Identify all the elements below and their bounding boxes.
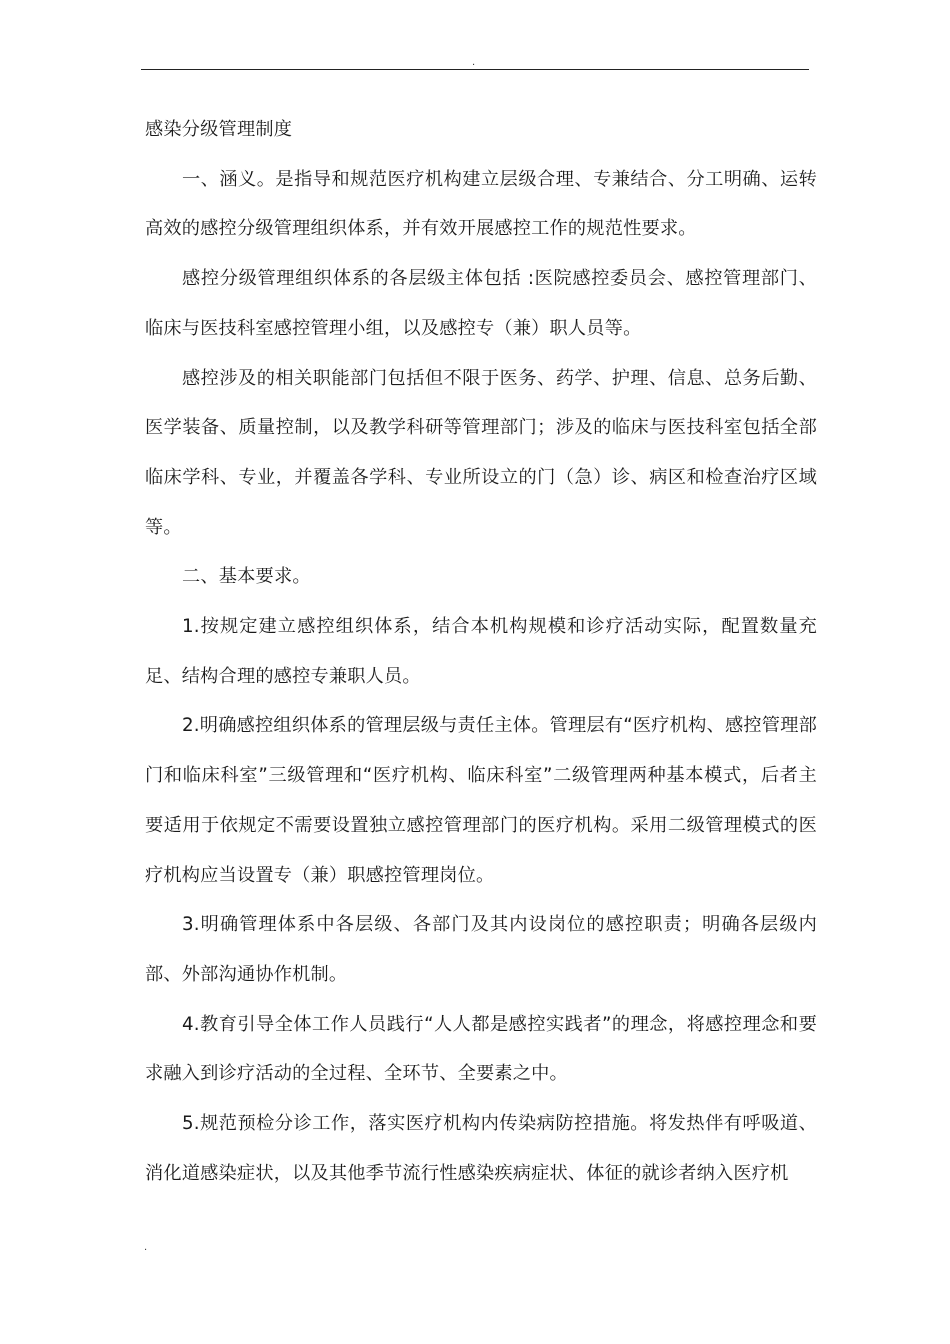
paragraph-definition: 一、涵义。是指导和规范医疗机构建立层级合理、专兼结合、分工明确、运转高效的感控分级管理组织体系，并有效开展感控工作的规范性要求。 (145, 168, 817, 240)
header-rule (141, 69, 809, 70)
paragraph-related-departments: 感控涉及的相关职能部门包括但不限于医务、药学、护理、信息、总务后勤、医学装备、质量控制，以及教学科研等管理部门；涉及的临床与医技科室包括全部临床学科、专业，并覆盖各学科、专业所设立的门（急）诊、病区和检查治疗区域等。 (145, 367, 817, 538)
requirement-item-5: 5.规范预检分诊工作，落实医疗机构内传染病防控措施。将发热伴有呼吸道、消化道感染症状，以及其他季节流行性感染疾病症状、体征的就诊者纳入医疗机 (145, 1113, 817, 1184)
requirement-item-4: 4.教育引导全体工作人员践行“人人都是感控实践者”的理念，将感控理念和要求融入到诊疗活动的全过程、全环节、全要素之中。 (145, 1013, 817, 1085)
requirement-item-3: 3.明确管理体系中各层级、各部门及其内设岗位的感控职责；明确各层级内部、外部沟通协作机制。 (145, 914, 817, 985)
header-dot: . (472, 57, 476, 68)
document-body (145, 105, 817, 1198)
document-title: 感染分级管理制度 (145, 119, 293, 140)
paragraph-organization-levels: 感控分级管理组织体系的各层级主体包括 :医院感控委员会、感控管理部门、临床与医技科室感控管理小组，以及感控专（兼）职人员等。 (145, 268, 817, 339)
requirement-item-1: 1.按规定建立感控组织体系，结合本机构规模和诊疗活动实际，配置数量充足、结构合理的感控专兼职人员。 (145, 616, 817, 687)
footer-dot: . (144, 1242, 148, 1253)
section-heading-basic-requirements: 二、基本要求。 (182, 566, 311, 588)
requirement-item-2: 2.明确感控组织体系的管理层级与责任主体。管理层有“医疗机构、感控管理部门和临床科室”三级管理和“医疗机构、临床科室”二级管理两种基本模式，后者主要适用于依规定不需要设置独立感控管理部门的医疗机构。采用二级管理模式的医疗机构应当设置专（兼）职感控管理岗位。 (145, 715, 817, 886)
